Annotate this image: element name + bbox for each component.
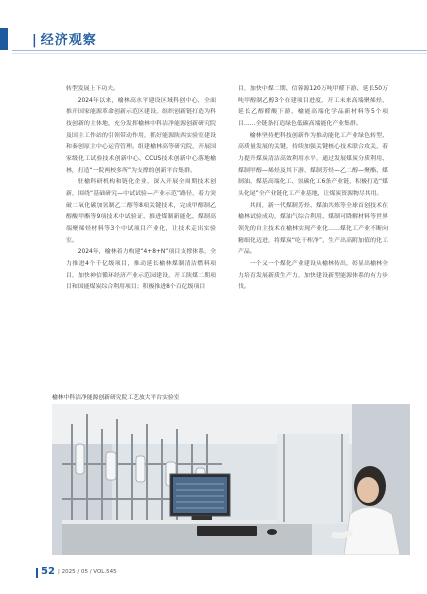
article-paragraph: 一个又一个煤化产业建设从榆林传出，彰显出榆林全力培育发展新质生产力，加快建设新型能源体系的有力步伐。 — [238, 260, 388, 291]
article-paragraph: 其间，新一代煤制芳烃、煤油共炼等全球首创技术在榆林试验成功，煤油气综合利用、煤制可降解材料等世界领先的自主技术在榆林实现产业化……煤化工产业不断向精细化迈进，将煤炭“吃干榨净”，生产出高附加值的化工产品。 — [238, 202, 388, 256]
section-title-text: 经济观察 — [40, 33, 97, 48]
lab-photo — [52, 404, 410, 555]
header-rule-secondary — [12, 53, 427, 54]
header-rule — [12, 50, 427, 51]
lab-photo-illustration — [52, 404, 410, 555]
footer-accent-bar — [36, 568, 38, 578]
article-paragraph: 目，加快中煤二期、信蓉源120万吨甲醛下游、延长50万吨甲醇制乙醇3个在建项目进度，开工未来高端聚烯烃、延长乙醇醛酸下游、榆能高端化学品新材料等5个项目……全链条打造绿色低碳高端能化产业集群。 — [238, 86, 388, 127]
article-paragraph: 榆林坚持把科技创新作为推动能化工产业绿色转型、高质量发展的关键，持续加强关键核心技术联合攻关，着力提升煤炭清洁高效利用水平，通过发展煤炭分质利用、煤制甲醇—烯烃及其下游、煤制芳烃—乙二醇—聚酯、煤制油、煤基高端化工、氢碳化工6条产业链，积极打造“煤头化尾”全产业链化工产业基地，让煤炭资源物尽其用。 — [238, 132, 388, 197]
section-header — [0, 28, 427, 62]
article-left-column — [66, 84, 216, 294]
figure — [52, 392, 410, 555]
article-paragraph: 转型发展上下功夫。 — [66, 86, 120, 92]
section-title: | 经济观察 — [32, 33, 97, 48]
page-footer — [0, 566, 427, 580]
figure-caption: 榆林中科洁净能源创新研究院工艺放大平台实验室 — [52, 395, 180, 401]
article-paragraph: 2024年，榆林着力构建“4+8+N”项目支撑体系，全力推进4个千亿级项目，推动延长榆林煤制清洁燃料项目，加快神信循环经济产业示范园建设，开工陕煤二期项目和国能煤炭综合利用项目；积极推进8个百亿级项目 — [66, 249, 216, 291]
article-paragraph: 驻榆科研机构和链化企业，深入开展全周期技术创新，围绕“基础研究—中试试验—产业示范”路径，着力突破二氧化碳加氢制乙二醇等8项关键技术，完成甲醇制乙醇酸甲酯等9项技术中试验证，推进煤制新能化、煤制高端聚烯烃材料等3个中试项目产业化，让技术走出实验室。 — [66, 179, 216, 244]
page-number: 52 — [41, 566, 55, 577]
article-paragraph: 2024年以来，榆林高水平建设区域科创中心，全面推开国家能源革命创新示范区建设，组织创新链打造为科技创新的主体地，充分发挥榆林中科洁净能源创新研究院及国主工作站的引领带动作用，抓好能源陕西实验室建设和秦创原主中心运营管理。组建榆林高等研究院，开展国家级化工试验技术创新中心、CCUS技术创新中心落地榆林，打造“一院两校多所”为支撑的创新平台集群。 — [66, 97, 216, 174]
header-accent-bar — [0, 28, 8, 50]
article-right-column — [238, 84, 388, 294]
issue-info: | 2025 / 05 / VOL.545 — [58, 569, 117, 575]
